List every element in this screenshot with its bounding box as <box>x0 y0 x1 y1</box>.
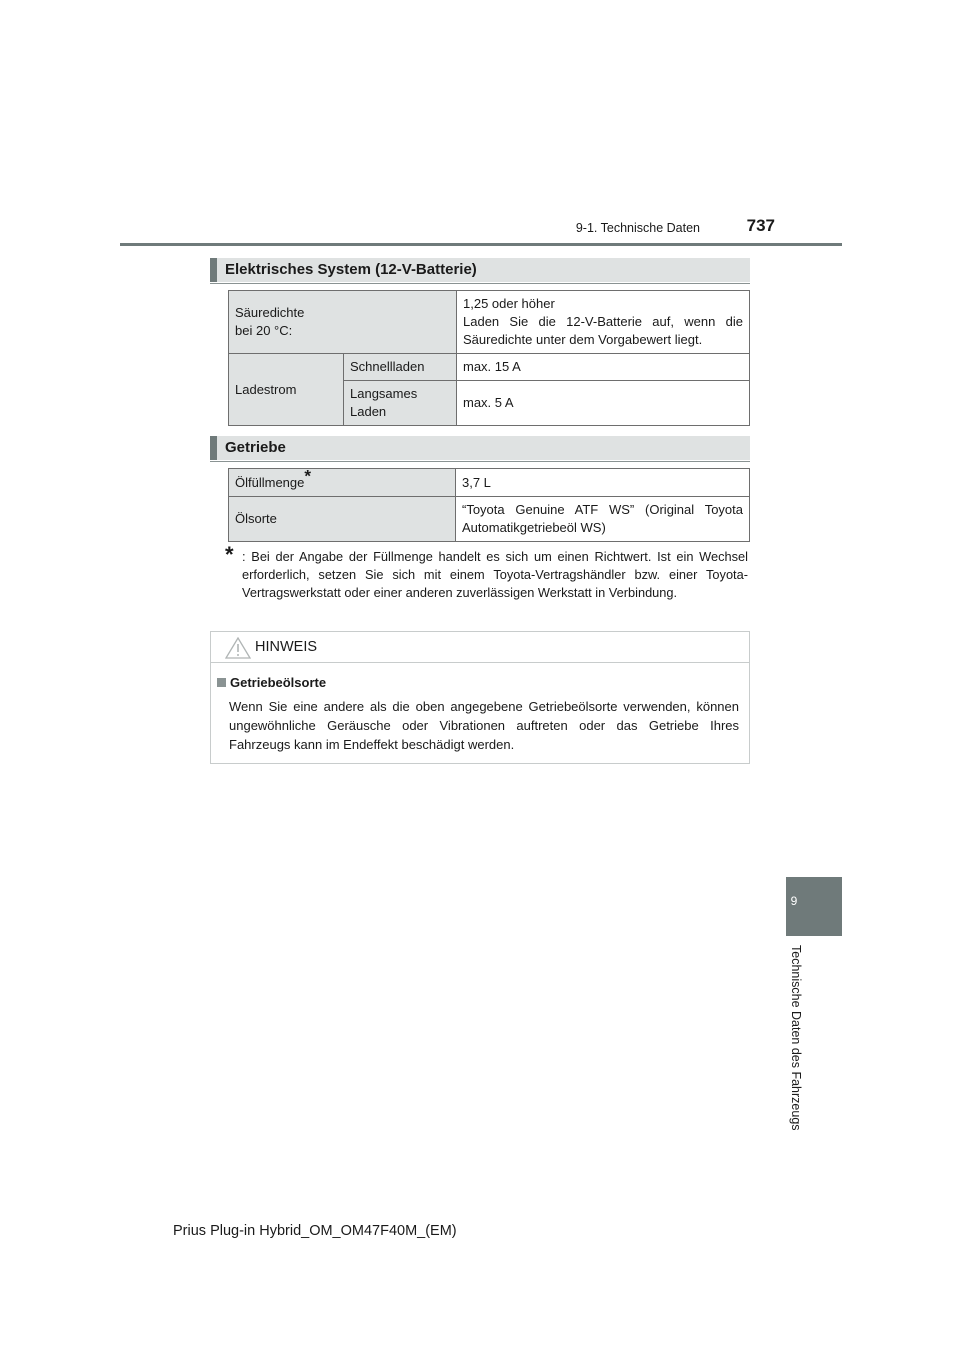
footnote-marker: * <box>225 542 234 567</box>
oil-quantity-value: 3,7 L <box>456 469 750 497</box>
warning-triangle-icon <box>225 637 251 659</box>
section-heading-transmission: Getriebe <box>210 436 750 460</box>
chapter-label: Technische Daten des Fahrzeugs <box>789 945 803 1131</box>
transmission-spec-table <box>228 468 750 542</box>
page-number: 737 <box>746 216 775 235</box>
acid-density-value: 1,25 oder höher Laden Sie die 12-V-Batterie auf, wenn die Säuredichte unter dem Vorgabewert liegt. <box>457 291 750 354</box>
oil-quantity-label: Ölfüllmenge* <box>229 469 456 497</box>
footnote <box>225 542 748 602</box>
oil-type-label: Ölsorte <box>229 497 456 542</box>
notice-body: Wenn Sie eine andere als die oben angegebene Getriebeölsorte verwenden, können ungewöhnliche Geräusche oder Vibrationen auftreten oder das Getriebe Ihres Fahrzeugs kann im Endeffekt beschädigt werden. <box>229 699 739 752</box>
slow-charge-value: max. 5 A <box>457 381 750 426</box>
fast-charge-label: Schnellladen <box>344 354 457 381</box>
fast-charge-value: max. 15 A <box>457 354 750 381</box>
notice-subheading: Getriebeölsorte <box>217 675 326 690</box>
notice-box <box>210 631 750 764</box>
footnote-text: : Bei der Angabe der Füllmenge handelt es sich um einen Richtwert. Ist ein Wechsel erforderlich, setzen Sie sich mit einem Toyota-Vertragshändler bzw. einer Toyota-Vertragswerkstatt oder einer anderen zuverlässigen Werkstatt in Verbindung. <box>242 549 748 600</box>
square-bullet-icon <box>217 678 226 687</box>
notice-header <box>211 632 749 663</box>
charge-current-label: Ladestrom <box>229 354 344 426</box>
acid-density-label: Säuredichte bei 20 °C: <box>229 291 457 354</box>
header-section-title: 9-1. Technische Daten <box>575 221 700 235</box>
oil-type-value: “Toyota Genuine ATF WS” (Original Toyota Automatikgetriebeöl WS) <box>456 497 750 542</box>
chapter-number: 9 <box>790 894 798 908</box>
header-divider <box>120 243 842 246</box>
footer-document-id: Prius Plug-in Hybrid_OM_OM47F40M_(EM) <box>173 1223 457 1239</box>
slow-charge-label: Langsames Laden <box>344 381 457 426</box>
section-heading-electrical: Elektrisches System (12-V-Batterie) <box>210 258 750 282</box>
electrical-spec-table <box>228 290 750 426</box>
notice-title: HINWEIS <box>255 639 318 655</box>
